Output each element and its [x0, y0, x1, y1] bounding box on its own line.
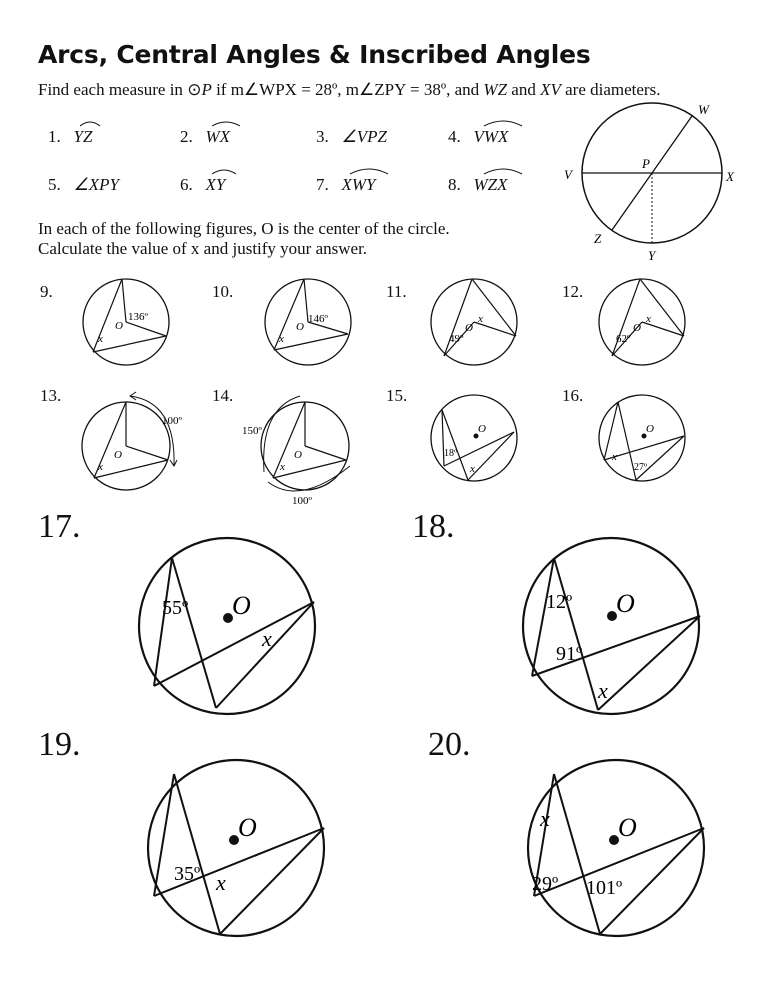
svg-text:x: x — [470, 463, 475, 475]
svg-text:29º: 29º — [532, 873, 559, 895]
figure-15 — [428, 392, 520, 484]
svg-text:146º: 146º — [308, 313, 328, 325]
svg-text:x: x — [216, 870, 226, 895]
problem-4: 4. VWX — [448, 127, 509, 146]
and-word: and — [511, 80, 536, 99]
problem-5: 5. ∠XPY — [48, 175, 119, 194]
diameter-1: WZ — [483, 80, 508, 99]
figure-number-12: 12. — [562, 282, 584, 301]
figure-17 — [134, 536, 324, 718]
svg-text:O: O — [478, 423, 486, 435]
svg-text:x: x — [646, 313, 651, 325]
svg-text:27º: 27º — [634, 462, 648, 473]
figure-number-15: 15. — [386, 386, 408, 405]
svg-text:O: O — [296, 321, 304, 333]
svg-text:x: x — [98, 333, 103, 345]
problem-7: 7. XWY — [316, 175, 376, 194]
problem-1: 1. YZ — [48, 127, 93, 146]
given-angles: if m∠WPX = 28º, m∠ZPY = 38º, and — [216, 80, 480, 99]
svg-text:O: O — [114, 449, 122, 461]
diameter-2: XV — [540, 80, 561, 99]
svg-text:x: x — [262, 626, 272, 651]
figure-12 — [596, 276, 688, 368]
svg-text:35º: 35º — [174, 863, 201, 885]
svg-text:18º: 18º — [444, 448, 458, 459]
circle-symbol: ⊙ — [187, 80, 202, 99]
figure-number-19: 19. — [38, 726, 81, 763]
figure-13 — [80, 388, 200, 496]
figure-number-16: 16. — [562, 386, 584, 405]
figure-number-10: 10. — [212, 282, 234, 301]
instruction-line-1: In each of the following figures, O is the center of the circle. — [38, 219, 450, 238]
figure-number-9: 9. — [40, 282, 53, 301]
svg-text:O: O — [115, 320, 123, 332]
figure-number-13: 13. — [40, 386, 62, 405]
svg-text:x: x — [612, 451, 617, 463]
figure-number-20: 20. — [428, 726, 471, 763]
figure-number-11: 11. — [386, 282, 407, 301]
svg-text:62º: 62º — [616, 333, 631, 345]
svg-text:101º: 101º — [586, 877, 623, 899]
svg-text:150º: 150º — [242, 425, 262, 437]
svg-text:12º: 12º — [546, 591, 573, 613]
svg-text:O: O — [238, 813, 257, 842]
svg-text:x: x — [98, 461, 103, 473]
problem-6: 6. XY — [180, 175, 226, 194]
svg-text:x: x — [279, 333, 284, 345]
figure-10 — [262, 276, 354, 368]
worksheet-title: Arcs, Central Angles & Inscribed Angles — [38, 40, 591, 69]
svg-text:55º: 55º — [162, 597, 189, 619]
problem-3: 3. ∠VPZ — [316, 127, 387, 146]
figure-11 — [428, 276, 520, 368]
svg-text:O: O — [232, 591, 251, 620]
figure-19 — [140, 756, 332, 940]
svg-text:136º: 136º — [128, 311, 148, 323]
find-prefix: Find each measure in — [38, 80, 183, 99]
main-circle-figure — [560, 100, 750, 265]
label-v: V — [564, 167, 572, 182]
find-suffix: are diameters. — [565, 80, 661, 99]
svg-text:O: O — [616, 589, 635, 618]
figure-14 — [240, 388, 360, 506]
circle-name: P — [201, 80, 212, 99]
figure-9 — [80, 276, 172, 368]
instruction-line-2: Calculate the value of x and justify your answer. — [38, 239, 368, 258]
svg-text:O: O — [633, 322, 641, 334]
svg-text:x: x — [478, 313, 483, 325]
problem-2: 2. WX — [180, 127, 231, 146]
figure-16 — [596, 392, 688, 484]
svg-text:x: x — [280, 461, 285, 473]
figure-18 — [518, 536, 708, 718]
svg-text:O: O — [465, 322, 473, 334]
label-y: Y — [648, 248, 656, 263]
svg-text:O: O — [646, 423, 654, 435]
svg-text:x: x — [540, 806, 550, 831]
label-p: P — [642, 156, 650, 171]
figure-number-17: 17. — [38, 508, 81, 545]
svg-text:x: x — [598, 678, 608, 703]
svg-text:100º: 100º — [162, 415, 182, 427]
label-x: X — [726, 169, 734, 184]
svg-text:100º: 100º — [292, 495, 312, 506]
svg-text:O: O — [618, 813, 637, 842]
label-z: Z — [594, 231, 602, 246]
figure-number-18: 18. — [412, 508, 455, 545]
figure-20 — [520, 756, 712, 940]
figure-number-14: 14. — [212, 386, 234, 405]
svg-text:91º: 91º — [556, 643, 583, 665]
problem-8: 8. WZX — [448, 175, 508, 194]
svg-text:49º: 49º — [449, 333, 464, 345]
label-w: W — [698, 102, 709, 117]
svg-text:O: O — [294, 449, 302, 461]
